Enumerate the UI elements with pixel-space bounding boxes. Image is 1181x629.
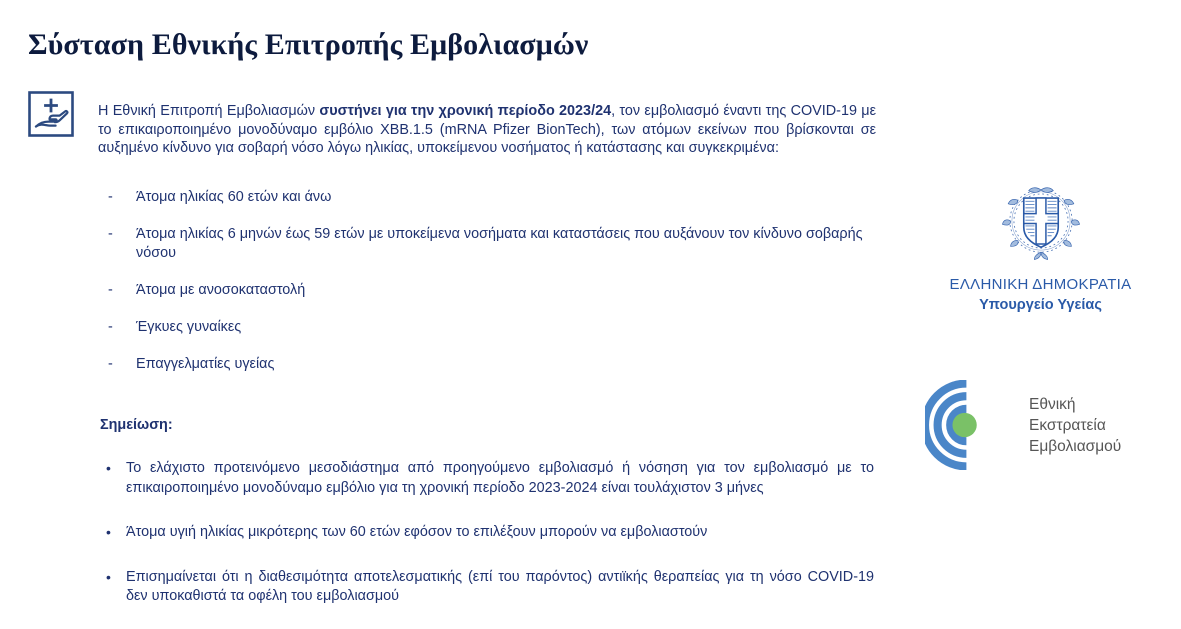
list-item-label: Άτομα υγιή ηλικίας μικρότερης των 60 ετών εφόσον το επιλέξουν μπορούν να εμβολιαστούν — [126, 524, 708, 541]
main-content — [28, 88, 876, 607]
greek-coat-of-arms-icon — [900, 180, 1181, 267]
note-heading: Σημείωση: — [100, 417, 173, 434]
campaign-line-1: Εθνική — [1029, 395, 1076, 413]
national-vaccination-campaign-icon — [925, 380, 1015, 470]
intro-text-part1: Η Εθνική Επιτροπή Εμβολιασμών — [98, 103, 320, 120]
intro-text-bold: συστήνει για την χρονική περίοδο 2023/24 — [319, 103, 612, 120]
list-item-label: Επαγγελματίες υγείας — [136, 356, 275, 373]
list-item — [28, 318, 876, 337]
vaccine-hand-icon — [28, 91, 74, 137]
government-logo — [900, 180, 1181, 315]
list-item — [28, 568, 876, 607]
list-item — [28, 355, 876, 374]
dash-marker: - — [108, 189, 113, 206]
list-item-label: Το ελάχιστο προτεινόμενο μεσοδιάστημα από προηγούμενο εμβολιασμό ή νόσηση για τον εμβολιασμό με το επικαιροποιημένο μονοδύναμο εμβόλιο για τη χρονική περίοδο 2023-2024 είναι τουλάχιστον 3 μήνες — [126, 460, 874, 496]
dash-marker: - — [108, 226, 113, 243]
list-item — [28, 459, 876, 498]
list-item-label: Άτομα με ανοσοκαταστολή — [136, 282, 306, 299]
logo-column — [900, 180, 1181, 455]
note-list — [28, 459, 876, 607]
campaign-line-2: Εκστρατεία — [1029, 416, 1106, 434]
campaign-name — [1029, 394, 1121, 457]
bullet-marker: • — [106, 524, 111, 541]
campaign-line-3: Εμβολιασμού — [1029, 437, 1122, 455]
list-item-label: Άτομα ηλικίας 6 μηνών έως 59 ετών με υποκείμενα νοσήματα και καταστάσεις που αυξάνουν τον κίνδυνο σοβαρής νόσου — [136, 226, 863, 262]
list-item — [28, 281, 876, 300]
ministry-name: Υπουργείο Υγείας — [979, 297, 1102, 313]
page-title: Σύσταση Εθνικής Επιτροπής Εμβολιασμών — [28, 28, 589, 62]
intro-paragraph — [98, 102, 876, 158]
intro-block — [28, 88, 876, 172]
list-item — [28, 188, 876, 207]
dash-marker: - — [108, 282, 113, 299]
dash-marker: - — [108, 319, 113, 336]
bullet-marker: • — [106, 568, 111, 585]
target-groups-list — [28, 188, 876, 374]
government-name: ΕΛΛΗΝΙΚΗ ΔΗΜΟΚΡΑΤΙΑ — [949, 276, 1132, 293]
intro-text-part2: , τον εμβολιασμό έναντι της COVID-19 με το επικαιροποιημένο μονοδύναμο εμβόλιο XBB.1.5 (mRNA Pfizer BionTech), των ατόμων εκείνων που βρίσκονται σε αυξημένο κίνδυνο για σοβαρή νόσο λόγω ηλικίας, υποκείμενου νοσήματος ή κατάστασης και συγκεκριμένα: — [98, 103, 876, 157]
bullet-marker: • — [106, 460, 111, 477]
dash-marker: - — [108, 356, 113, 373]
list-item-label: Επισημαίνεται ότι η διαθεσιμότητα αποτελεσματικής (επί του παρόντος) αντιϊκής θεραπείας για τη νόσο COVID-19 δεν υποκαθιστά τα οφέλη του εμβολιασμού — [126, 568, 874, 605]
list-item-label: Άτομα ηλικίας 60 ετών και άνω — [136, 189, 332, 206]
list-item — [28, 523, 876, 543]
list-item — [28, 225, 876, 263]
campaign-logo — [925, 380, 1121, 470]
list-item-label: Έγκυες γυναίκες — [136, 319, 242, 336]
